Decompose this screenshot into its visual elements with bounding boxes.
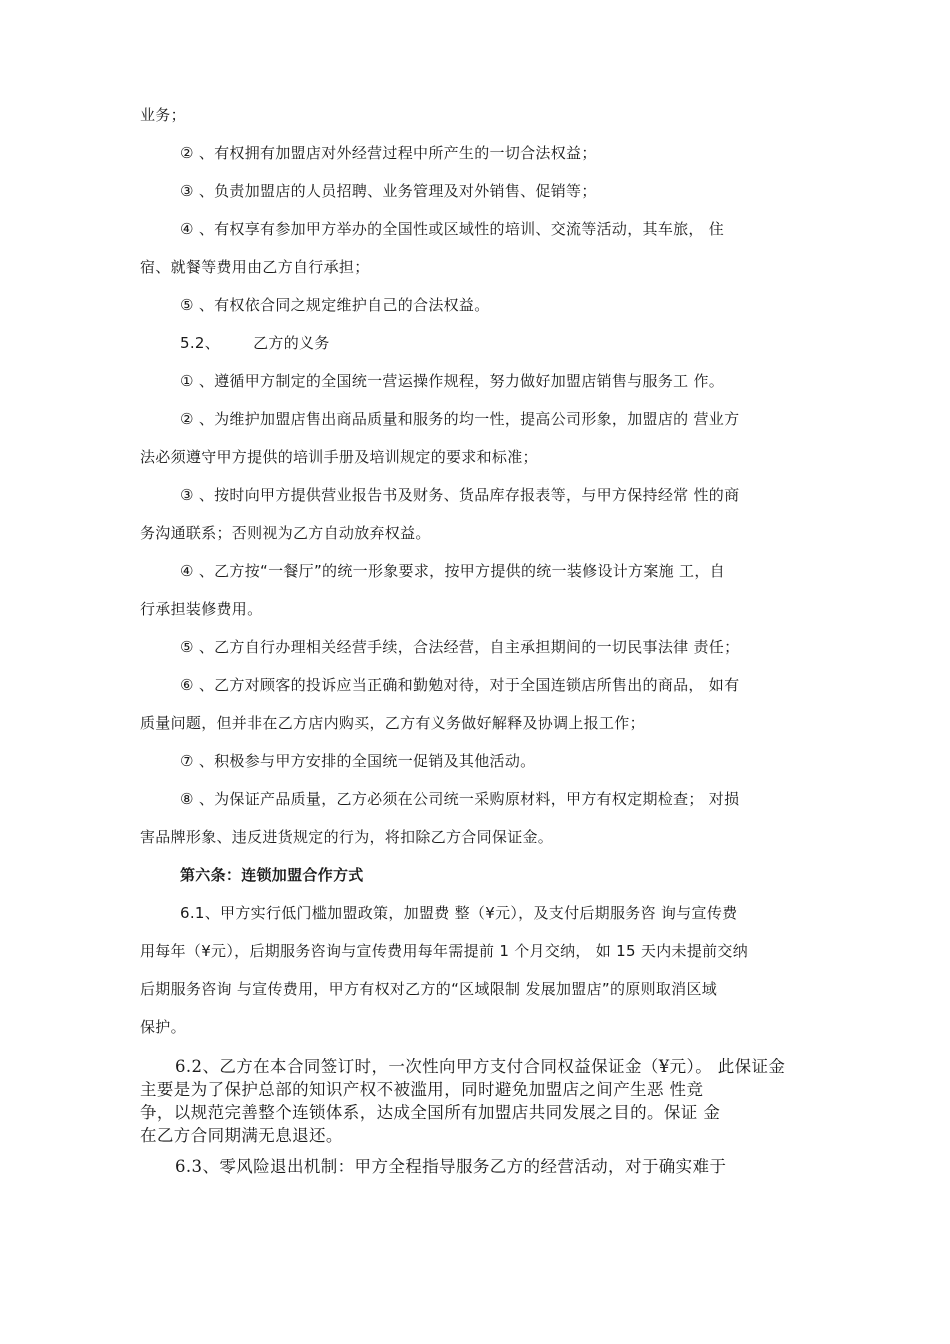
text-line: 在乙方合同期满无息退还。 [140, 1126, 343, 1145]
text-line: ⑦ 、积极参与甲方安排的全国统一促销及其他活动。 [180, 752, 536, 770]
text-line: 业务； [140, 106, 186, 124]
text-line: ① 、遵循甲方制定的全国统一营运操作规程，努力做好加盟店销售与服务工 作。 [180, 372, 725, 390]
text-line: 行承担装修费用。 [140, 600, 263, 618]
text-line: ③ 、负责加盟店的人员招聘、业务管理及对外销售、促销等； [180, 182, 597, 200]
text-line: 宿、就餐等费用由乙方自行承担； [140, 258, 370, 276]
text-line: ④ 、乙方按“一餐厅”的统一形象要求，按甲方提供的统一装修设计方案施 工，自 [180, 562, 725, 580]
text-line: 6.1、甲方实行低门槛加盟政策，加盟费 整（¥元），及支付后期服务咨 询与宣传费 [180, 904, 738, 922]
text-line: 主要是为了保护总部的知识产权不被滥用，同时避免加盟店之间产生恶 性竞 [140, 1080, 704, 1099]
text-line: ⑥ 、乙方对顾客的投诉应当正确和勤勉对待，对于全国连锁店所售出的商品， 如有 [180, 676, 740, 694]
text-line: 质量问题，但并非在乙方店内购买，乙方有义务做好解释及协调上报工作； [140, 714, 645, 732]
text-line: 6.3、零风险退出机制：甲方全程指导服务乙方的经营活动，对于确实难于 [175, 1157, 727, 1176]
article-heading: 第六条：连锁加盟合作方式 [180, 866, 364, 884]
text-line: 后期服务咨询 与宣传费用，甲方有权对乙方的“区域限制 发展加盟店”的原则取消区域 [140, 980, 718, 998]
text-line: ⑤ 、有权依合同之规定维护自己的合法权益。 [180, 296, 490, 314]
text-line: 6.2、乙方在本合同签订时，一次性向甲方支付合同权益保证金（¥元）。 此保证金 [175, 1057, 786, 1076]
text-line: ② 、有权拥有加盟店对外经营过程中所产生的一切合法权益； [180, 144, 597, 162]
text-line: ⑤ 、乙方自行办理相关经营手续，合法经营，自主承担期间的一切民事法律 责任； [180, 638, 740, 656]
text-line: 用每年（¥元），后期服务咨询与宣传费用每年需提前 1 个月交纳， 如 15 天内未提前交纳 [140, 942, 749, 960]
text-line: 务沟通联系；否则视为乙方自动放弃权益。 [140, 524, 431, 542]
text-line: ⑧ 、为保证产品质量，乙方必须在公司统一采购原材料，甲方有权定期检查； 对损 [180, 790, 740, 808]
text-line: ② 、为维护加盟店售出商品质量和服务的均一性，提高公司形象，加盟店的 营业方 [180, 410, 740, 428]
section-heading: 5.2、 乙方的义务 [180, 334, 330, 352]
text-line: ③ 、按时向甲方提供营业报告书及财务、货品库存报表等，与甲方保持经常 性的商 [180, 486, 740, 504]
text-line: ④ 、有权享有参加甲方举办的全国性或区域性的培训、交流等活动，其车旅， 住 [180, 220, 725, 238]
text-line: 害品牌形象、违反进货规定的行为，将扣除乙方合同保证金。 [140, 828, 554, 846]
text-line: 法必须遵守甲方提供的培训手册及培训规定的要求和标准； [140, 448, 538, 466]
text-line: 争，以规范完善整个连锁体系，达成全国所有加盟店共同发展之目的。保证 金 [140, 1103, 721, 1122]
text-line: 保护。 [140, 1018, 186, 1036]
